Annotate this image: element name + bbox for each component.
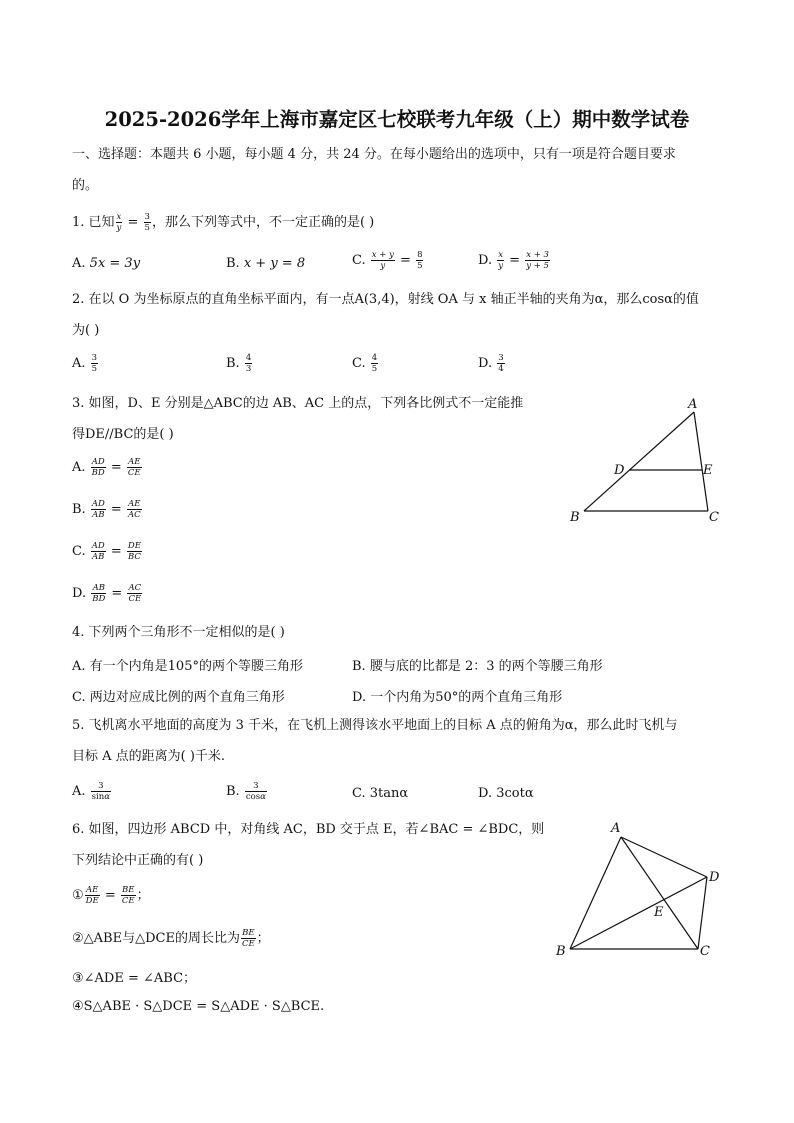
- question-6-line1: 6. 如图，四边形 ABCD 中，对角线 AC，BD 交于点 E，若∠BAC = ∠BDC，则: [72, 822, 545, 837]
- segment-ac: [694, 412, 708, 511]
- question-3-line2: 得DE//BC的是( ): [72, 427, 174, 442]
- question-4-stem: 4. 下列两个三角形不一定相似的是( ): [72, 625, 285, 640]
- section-instructions-line2: 的。: [72, 178, 99, 193]
- q3-option-b[interactable]: B. $\frac{AD}{AB}$ = $\frac{AE}{AC}$: [72, 499, 141, 520]
- q3-option-a[interactable]: A. $\frac{AD}{BD}$ = $\frac{AE}{CE}$: [72, 457, 141, 478]
- q6-item-4: ④S△ABE · S△DCE = S△ADE · S△BCE.: [72, 999, 325, 1014]
- diagonal-bd: [570, 877, 707, 949]
- label-a: A: [688, 397, 698, 412]
- question-1-stem: 1. 已知 $\frac{x}{y}$ = $\frac{3}{5}$ ，那么下列等式中，不一定正确的是( ): [72, 212, 375, 233]
- q2-option-b[interactable]: B. $\frac{4}{3}$: [226, 353, 252, 374]
- quadrilateral-figure-q6: [555, 815, 735, 965]
- question-1-suffix: ，那么下列等式中，不一定正确的是( ): [151, 215, 375, 230]
- section-instructions-line1: 一、选择题：本题共 6 小题，每小题 4 分，共 24 分。在每小题给出的选项中，只有一项是符合题目要求: [72, 147, 676, 162]
- segment-ab: [584, 412, 694, 511]
- q4-option-d[interactable]: D. 一个内角为50°的两个直角三角形: [352, 690, 563, 705]
- q1-option-b[interactable]: B. x + y = 8: [226, 256, 306, 271]
- fraction-3-over-5: $\frac{3}{5}$: [144, 212, 150, 233]
- q1-option-c[interactable]: C. $\frac{x + y}{y}$ = $\frac{8}{5}$: [352, 250, 423, 271]
- q6-item-2: ②△ABE与△DCE的周长比为 $\frac{BE}{CE}$ ；: [72, 928, 270, 949]
- q2-option-a[interactable]: A. $\frac{3}{5}$: [72, 353, 98, 374]
- label-a: A: [611, 821, 621, 836]
- question-5-line2: 目标 A 点的距离为( )千米.: [72, 749, 226, 764]
- q1-option-a[interactable]: A. 5x = 3y: [72, 256, 141, 271]
- triangle-figure-q3: [560, 390, 730, 530]
- q4-option-a[interactable]: A. 有一个内角是105°的两个等腰三角形: [72, 659, 303, 674]
- segment-ad: [621, 837, 707, 877]
- label-e: E: [703, 463, 713, 478]
- q2-option-c[interactable]: C. $\frac{4}{5}$: [352, 353, 378, 374]
- segment-ab: [570, 837, 621, 949]
- fraction-x-over-y: $\frac{x}{y}$: [116, 212, 122, 233]
- question-6-line2: 下列结论中正确的有( ): [72, 853, 204, 868]
- q4-option-c[interactable]: C. 两边对应成比例的两个直角三角形: [72, 690, 285, 705]
- label-e: E: [654, 905, 664, 920]
- q5-option-d[interactable]: D. 3cotα: [478, 786, 534, 801]
- q4-option-b[interactable]: B. 腰与底的比都是 2：3 的两个等腰三角形: [352, 659, 603, 674]
- page-title: 2025-2026学年上海市嘉定区七校联考九年级（上）期中数学试卷: [104, 108, 690, 131]
- q5-option-c[interactable]: C. 3tanα: [352, 786, 409, 801]
- label-c: C: [700, 944, 710, 959]
- label-d: D: [709, 870, 720, 885]
- label-b: B: [570, 510, 580, 525]
- q1-option-d[interactable]: D. $\frac{x}{y}$ = $\frac{x + 3}{y + 5}$: [478, 250, 549, 271]
- q6-item-3: ③∠ADE = ∠ABC；: [72, 971, 197, 986]
- question-2-line2: 为( ): [72, 323, 100, 338]
- q3-option-d[interactable]: D. $\frac{AB}{BD}$ = $\frac{AC}{CE}$: [72, 583, 142, 604]
- question-1-prefix: 1. 已知: [72, 215, 115, 230]
- label-b: B: [556, 944, 566, 959]
- q3-option-c[interactable]: C. $\frac{AD}{AB}$ = $\frac{DE}{BC}$: [72, 541, 141, 562]
- label-d: D: [614, 463, 625, 478]
- q5-option-a[interactable]: A. $\frac{3}{\sin\alpha}$: [72, 781, 110, 802]
- segment-cd: [698, 877, 707, 949]
- question-2-line1: 2. 在以 O 为坐标原点的直角坐标平面内，有一点A(3,4)，射线 OA 与 x 轴正半轴的夹角为α，那么cosα的值: [72, 292, 699, 307]
- question-5-line1: 5. 飞机离水平地面的高度为 3 千米，在飞机上测得该水平地面上的目标 A 点的俯角为α，那么此时飞机与: [72, 718, 678, 733]
- q5-option-b[interactable]: B. $\frac{3}{\cos\alpha}$: [226, 781, 266, 802]
- q2-option-d[interactable]: D. $\frac{3}{4}$: [478, 353, 504, 374]
- diagonal-ac: [621, 837, 698, 949]
- q6-item-1: ① $\frac{AE}{DE}$ = $\frac{BE}{CE}$ ；: [72, 885, 150, 906]
- question-3-line1: 3. 如图，D、E 分别是△ABC的边 AB、AC 上的点，下列各比例式不一定能推: [72, 396, 524, 411]
- label-c: C: [709, 510, 719, 525]
